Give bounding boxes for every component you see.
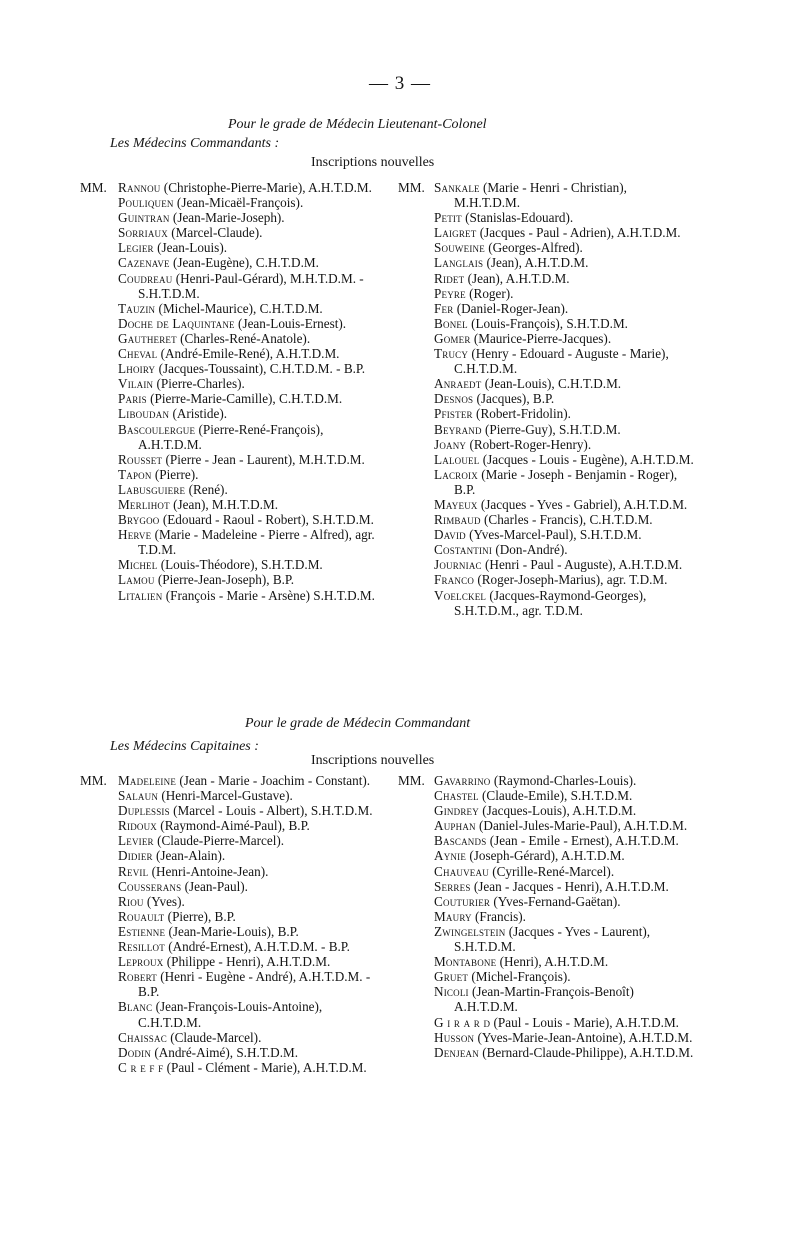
name-entry	[118, 361, 380, 376]
surname: Liboudan	[118, 406, 170, 422]
surname: Coudreau	[118, 270, 173, 286]
surname: Merlihot	[118, 496, 170, 512]
given-names-and-titles: (Jacques - Paul - Adrien), A.H.T.D.M.	[479, 225, 681, 241]
surname: Desnos	[434, 391, 474, 407]
given-names-and-titles: (Robert-Roger-Henry).	[469, 436, 592, 452]
name-entry	[118, 773, 380, 788]
surname: G i r a r d	[434, 1014, 491, 1030]
given-names-and-titles: (Jean), A.H.T.D.M.	[467, 270, 570, 286]
surname: Denjean	[434, 1044, 479, 1060]
surname: Ridoux	[118, 818, 157, 834]
surname: Mayeux	[434, 496, 478, 512]
given-names-and-titles: (Jean-Louis-Ernest).	[238, 315, 347, 331]
given-names-and-titles: (Michel-Maurice), C.H.T.D.M.	[158, 300, 323, 316]
surname: Gomer	[434, 330, 471, 346]
name-entry	[434, 954, 694, 969]
name-entry	[118, 1030, 380, 1045]
surname: Bascoulergue	[118, 421, 196, 437]
name-entry	[118, 271, 380, 301]
name-entry	[118, 909, 380, 924]
given-names-and-titles: (Jean-Marie-Joseph).	[172, 210, 285, 226]
name-entry	[118, 803, 380, 818]
surname: Herve	[118, 527, 152, 543]
name-entry	[118, 180, 380, 195]
surname: Legier	[118, 240, 154, 256]
given-names-and-titles: (Yves).	[146, 893, 185, 909]
surname: Rannou	[118, 180, 161, 195]
given-names-and-titles: (Yves-Marcel-Paul), S.H.T.D.M.	[469, 527, 642, 543]
name-entry	[434, 542, 694, 557]
surname: Doche de Laquintane	[118, 315, 235, 331]
surname: Laigret	[434, 225, 477, 241]
surname: Auphan	[434, 818, 476, 834]
given-names-and-titles: (Robert-Fridolin).	[476, 406, 571, 422]
given-names-and-titles: (Maurice-Pierre-Jacques).	[473, 330, 612, 346]
given-names-and-titles: (Bernard-Claude-Philippe), A.H.T.D.M.	[482, 1044, 694, 1060]
name-entry	[434, 391, 694, 406]
name-entry	[434, 286, 694, 301]
page-number: — 3 —	[369, 73, 431, 94]
given-names-and-titles: (Jean - Marie - Joachim - Constant).	[179, 773, 371, 788]
given-names-and-titles: (Marie - Madeleine - Pierre - Alfred), agr. T.D.M.	[138, 527, 375, 558]
given-names-and-titles: (Louis-François), S.H.T.D.M.	[471, 315, 628, 331]
mm-prefix: MM.	[80, 180, 107, 195]
name-entry	[434, 894, 694, 909]
surname: Montabone	[434, 954, 497, 970]
name-entry	[434, 497, 694, 512]
grade-heading-commandant: Pour le grade de Médecin Commandant	[245, 716, 471, 731]
given-names-and-titles: (André-Emile-René), A.H.T.D.M.	[160, 346, 340, 362]
name-entry	[434, 527, 694, 542]
name-entry	[118, 240, 380, 255]
name-entry	[434, 301, 694, 316]
surname: Ridet	[434, 270, 465, 286]
given-names-and-titles: (Henri-Marcel-Gustave).	[161, 788, 293, 804]
given-names-and-titles: (Joseph-Gérard), A.H.T.D.M.	[469, 848, 625, 864]
surname: Leproux	[118, 954, 164, 970]
section2-right-column	[398, 773, 694, 1060]
name-entry	[118, 346, 380, 361]
surname: Gavarrino	[434, 773, 491, 788]
name-entry	[118, 331, 380, 346]
name-entry	[118, 422, 380, 452]
name-entry	[434, 346, 694, 376]
name-entry	[434, 969, 694, 984]
given-names-and-titles: (Jean-Micaël-François).	[176, 195, 304, 211]
name-entry	[118, 848, 380, 863]
given-names-and-titles: (Jacques-Louis), A.H.T.D.M.	[482, 803, 637, 819]
given-names-and-titles: (Henry - Edouard - Auguste - Marie), C.H.T.D.M.	[454, 346, 669, 377]
given-names-and-titles: (Jean-Louis).	[157, 240, 228, 256]
given-names-and-titles: (Jean-Paul).	[184, 878, 248, 894]
given-names-and-titles: (Jean), M.H.T.D.M.	[173, 496, 278, 512]
section1-right-column	[398, 180, 694, 618]
name-entry	[118, 588, 380, 603]
surname: Bonel	[434, 315, 468, 331]
given-names-and-titles: (Marie - Henri - Christian), M.H.T.D.M.	[454, 180, 627, 211]
surname: Blanc	[118, 999, 153, 1015]
given-names-and-titles: (Jacques - Louis - Eugène), A.H.T.D.M.	[482, 451, 694, 467]
surname: Maury	[434, 908, 472, 924]
given-names-and-titles: (Jean-Eugène), C.H.T.D.M.	[173, 255, 319, 271]
surname: Aynie	[434, 848, 467, 864]
name-entry	[118, 572, 380, 587]
name-entry	[434, 1030, 694, 1045]
surname: Duplessis	[118, 803, 170, 819]
sub-heading-inscriptions: Inscriptions nouvelles	[311, 155, 435, 170]
surname: Lacroix	[434, 466, 478, 482]
given-names-and-titles: (Henri - Eugène - André), A.H.T.D.M. - B.P.	[138, 969, 371, 1000]
name-entry	[434, 255, 694, 270]
name-entry	[118, 818, 380, 833]
name-entry	[434, 422, 694, 437]
given-names-and-titles: (Henri-Antoine-Jean).	[151, 863, 269, 879]
surname: Sorriaux	[118, 225, 168, 241]
given-names-and-titles: (Georges-Alfred).	[488, 240, 583, 256]
name-entry	[434, 1015, 694, 1030]
name-entry	[434, 467, 694, 497]
given-names-and-titles: (Henri-Paul-Gérard), M.H.T.D.M. - S.H.T.D.M.	[138, 270, 364, 301]
section2-left-column	[80, 773, 380, 1075]
name-entry	[434, 818, 694, 833]
given-names-and-titles: (Daniel-Jules-Marie-Paul), A.H.T.D.M.	[479, 818, 688, 834]
surname: Didier	[118, 848, 153, 864]
name-entry	[434, 316, 694, 331]
surname: Zwingelstein	[434, 923, 506, 939]
given-names-and-titles: (René).	[188, 481, 228, 497]
name-entry	[434, 406, 694, 421]
surname: Pfister	[434, 406, 473, 422]
given-names-and-titles: (Jacques-Toussaint), C.H.T.D.M. - B.P.	[158, 361, 366, 377]
name-entry	[434, 588, 694, 618]
name-entry	[118, 210, 380, 225]
surname: Fer	[434, 300, 454, 316]
given-names-and-titles: (Francis).	[475, 908, 526, 924]
given-names-and-titles: (François - Marie - Arsène) S.H.T.D.M.	[165, 587, 375, 603]
given-names-and-titles: (Daniel-Roger-Jean).	[456, 300, 569, 316]
name-entry	[434, 773, 694, 788]
surname: Gindrey	[434, 803, 479, 819]
name-entry	[118, 482, 380, 497]
name-entry	[434, 909, 694, 924]
surname: Salaun	[118, 788, 159, 804]
rank-heading-commandants: Les Médecins Commandants :	[110, 136, 280, 151]
name-entry	[118, 1060, 380, 1075]
surname: Robert	[118, 969, 157, 985]
name-entry	[118, 788, 380, 803]
name-entry	[434, 452, 694, 467]
sub-heading-inscriptions: Inscriptions nouvelles	[311, 753, 435, 768]
name-entry	[118, 376, 380, 391]
name-entry	[434, 240, 694, 255]
surname: Tauzin	[118, 300, 156, 316]
surname: Resillot	[118, 939, 165, 955]
name-entry	[118, 467, 380, 482]
surname: Rimbaud	[434, 512, 481, 528]
surname: Revil	[118, 863, 149, 879]
given-names-and-titles: (Pierre), B.P.	[167, 908, 236, 924]
name-entry	[434, 512, 694, 527]
given-names-and-titles: (Christophe-Pierre-Marie), A.H.T.D.M.	[163, 180, 372, 195]
given-names-and-titles: (Pierre-Guy), S.H.T.D.M.	[485, 421, 621, 437]
name-entry	[434, 271, 694, 286]
name-entry	[118, 969, 380, 999]
given-names-and-titles: (Paul - Clément - Marie), A.H.T.D.M.	[166, 1059, 367, 1075]
given-names-and-titles: (Jean - Jacques - Henri), A.H.T.D.M.	[473, 878, 669, 894]
grade-heading-lieutenant-colonel: Pour le grade de Médecin Lieutenant-Colonel	[228, 117, 487, 132]
surname: Chauveau	[434, 863, 489, 879]
mm-prefix: MM.	[80, 773, 107, 788]
given-names-and-titles: (Marcel - Louis - Albert), S.H.T.D.M.	[173, 803, 373, 819]
name-entry	[434, 848, 694, 863]
given-names-and-titles: (Yves-Marie-Jean-Antoine), A.H.T.D.M.	[477, 1029, 693, 1045]
surname: Journiac	[434, 557, 482, 573]
surname: Costantini	[434, 542, 493, 558]
name-entry	[118, 924, 380, 939]
surname: Chaissac	[118, 1029, 167, 1045]
name-entry	[118, 999, 380, 1029]
given-names-and-titles: (Marie - Joseph - Benjamin - Roger), B.P.	[454, 466, 678, 497]
given-names-and-titles: (Jacques - Yves - Gabriel), A.H.T.D.M.	[480, 496, 688, 512]
name-entry	[118, 497, 380, 512]
given-names-and-titles: (Charles - Francis), C.H.T.D.M.	[484, 512, 653, 528]
name-entry	[434, 225, 694, 240]
name-entry	[434, 331, 694, 346]
name-entry	[434, 437, 694, 452]
given-names-and-titles: (André-Aimé), S.H.T.D.M.	[154, 1044, 299, 1060]
name-entry	[118, 391, 380, 406]
given-names-and-titles: (Pierre).	[154, 466, 199, 482]
surname: Cheval	[118, 346, 158, 362]
given-names-and-titles: (Claude-Marcel).	[170, 1029, 262, 1045]
given-names-and-titles: (Jean-François-Louis-Antoine), C.H.T.D.M.	[138, 999, 323, 1030]
given-names-and-titles: (Claude-Pierre-Marcel).	[157, 833, 285, 849]
given-names-and-titles: (Pierre-René-François), A.H.T.D.M.	[138, 421, 324, 452]
given-names-and-titles: (Pierre-Jean-Joseph), B.P.	[157, 572, 295, 588]
surname: Brygoo	[118, 512, 160, 528]
surname: Serres	[434, 878, 471, 894]
surname: Gautheret	[118, 330, 177, 346]
given-names-and-titles: (Cyrille-René-Marcel).	[492, 863, 615, 879]
surname: Nicoli	[434, 984, 469, 1000]
surname: Vilain	[118, 376, 154, 392]
given-names-and-titles: (Marcel-Claude).	[171, 225, 263, 241]
surname: Michel	[118, 557, 158, 573]
name-entry	[118, 527, 380, 557]
given-names-and-titles: (Paul - Louis - Marie), A.H.T.D.M.	[493, 1014, 679, 1030]
surname: Levier	[118, 833, 154, 849]
surname: Peyre	[434, 285, 466, 301]
name-entry	[434, 572, 694, 587]
name-entry	[118, 406, 380, 421]
surname: Langlais	[434, 255, 484, 271]
given-names-and-titles: (Jean-Martin-François-Benoît) A.H.T.D.M.	[454, 984, 634, 1015]
name-entry	[118, 255, 380, 270]
given-names-and-titles: (Jacques - Yves - Laurent), S.H.T.D.M.	[454, 923, 651, 955]
given-names-and-titles: (Jacques-Raymond-Georges), S.H.T.D.M., agr. T.D.M.	[454, 587, 647, 618]
surname: Souweine	[434, 240, 485, 256]
name-entry	[434, 376, 694, 391]
name-entry	[118, 316, 380, 331]
given-names-and-titles: (Jean-Louis), C.H.T.D.M.	[484, 376, 622, 392]
surname: Labusguiere	[118, 481, 186, 497]
surname: Chastel	[434, 788, 479, 804]
name-entry	[118, 512, 380, 527]
name-entry	[434, 180, 694, 210]
given-names-and-titles: (Philippe - Henri), A.H.T.D.M.	[166, 954, 331, 970]
surname: Cazenave	[118, 255, 170, 271]
name-entry	[118, 225, 380, 240]
surname: Tapon	[118, 466, 152, 482]
given-names-and-titles: (Jean-Marie-Louis), B.P.	[168, 923, 299, 939]
given-names-and-titles: (André-Ernest), A.H.T.D.M. - B.P.	[168, 939, 350, 955]
surname: Gruet	[434, 969, 469, 985]
given-names-and-titles: (Jean-Alain).	[156, 848, 226, 864]
given-names-and-titles: (Roger-Joseph-Marius), agr. T.D.M.	[477, 572, 668, 588]
name-entry	[434, 924, 694, 954]
name-entry	[434, 788, 694, 803]
given-names-and-titles: (Pierre-Charles).	[156, 376, 245, 392]
given-names-and-titles: (Jean), A.H.T.D.M.	[486, 255, 589, 271]
name-entry	[434, 833, 694, 848]
surname: Dodin	[118, 1044, 152, 1060]
given-names-and-titles: (Henri), A.H.T.D.M.	[499, 954, 609, 970]
section1-left-column	[80, 180, 380, 603]
surname: Bascands	[434, 833, 487, 849]
given-names-and-titles: (Don-André).	[495, 542, 568, 558]
name-entry	[118, 864, 380, 879]
surname: Beyrand	[434, 421, 482, 437]
mm-prefix: MM.	[398, 180, 425, 195]
name-entry	[118, 301, 380, 316]
rank-heading-capitaines: Les Médecins Capitaines :	[110, 739, 259, 754]
given-names-and-titles: (Pierre-Marie-Camille), C.H.T.D.M.	[150, 391, 343, 407]
given-names-and-titles: (Pierre - Jean - Laurent), M.H.T.D.M.	[165, 451, 365, 467]
surname: Guintran	[118, 210, 170, 226]
given-names-and-titles: (Claude-Emile), S.H.T.D.M.	[482, 788, 633, 804]
surname: Joany	[434, 436, 467, 452]
given-names-and-titles: (Stanislas-Edouard).	[465, 210, 574, 226]
surname: Petit	[434, 210, 462, 226]
name-entry	[118, 954, 380, 969]
name-entry	[434, 879, 694, 894]
surname: Anraedt	[434, 376, 482, 392]
surname: Voelckel	[434, 587, 487, 603]
given-names-and-titles: (Aristide).	[172, 406, 228, 422]
name-entry	[118, 1045, 380, 1060]
name-entry	[118, 833, 380, 848]
surname: C r e f f	[118, 1059, 164, 1075]
surname: Lamou	[118, 572, 155, 588]
name-entry	[118, 894, 380, 909]
name-entry	[434, 864, 694, 879]
surname: Sankale	[434, 180, 480, 195]
name-entry	[118, 452, 380, 467]
surname: Husson	[434, 1029, 475, 1045]
name-entry	[118, 939, 380, 954]
surname: Paris	[118, 391, 147, 407]
surname: David	[434, 527, 466, 543]
surname: Trucy	[434, 346, 469, 362]
given-names-and-titles: (Raymond-Charles-Louis).	[493, 773, 637, 788]
name-entry	[434, 1045, 694, 1060]
surname: Franco	[434, 572, 475, 588]
surname: Couturier	[434, 893, 491, 909]
surname: Lalouel	[434, 451, 480, 467]
mm-prefix: MM.	[398, 773, 425, 788]
given-names-and-titles: (Edouard - Raoul - Robert), S.H.T.D.M.	[162, 512, 374, 528]
name-entry	[434, 210, 694, 225]
surname: Litalien	[118, 587, 163, 603]
given-names-and-titles: (Jean - Emile - Ernest), A.H.T.D.M.	[489, 833, 679, 849]
name-entry	[118, 557, 380, 572]
given-names-and-titles: (Michel-François).	[471, 969, 571, 985]
surname: Madeleine	[118, 773, 177, 788]
name-entry	[118, 195, 380, 210]
surname: Rousset	[118, 451, 163, 467]
name-entry	[434, 557, 694, 572]
surname: Cousserans	[118, 878, 182, 894]
surname: Lhoiry	[118, 361, 156, 377]
given-names-and-titles: (Henri - Paul - Auguste), A.H.T.D.M.	[485, 557, 683, 573]
name-entry	[434, 803, 694, 818]
given-names-and-titles: (Roger).	[469, 285, 514, 301]
surname: Riou	[118, 893, 144, 909]
surname: Rouault	[118, 908, 165, 924]
surname: Estienne	[118, 923, 166, 939]
given-names-and-titles: (Charles-René-Anatole).	[180, 330, 311, 346]
given-names-and-titles: (Louis-Théodore), S.H.T.D.M.	[160, 557, 323, 573]
name-entry	[118, 879, 380, 894]
given-names-and-titles: (Jacques), B.P.	[476, 391, 555, 407]
name-entry	[434, 984, 694, 1014]
surname: Pouliquen	[118, 195, 174, 211]
given-names-and-titles: (Raymond-Aimé-Paul), B.P.	[160, 818, 310, 834]
given-names-and-titles: (Yves-Fernand-Gaëtan).	[493, 893, 621, 909]
